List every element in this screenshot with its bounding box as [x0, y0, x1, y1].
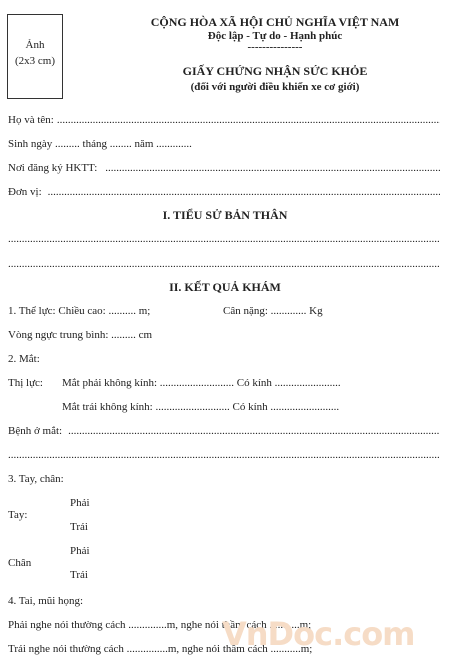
eye-disease-label: Bệnh ở mắt:	[8, 425, 63, 437]
name-leader	[57, 114, 440, 126]
leg-right-label: Phải	[70, 545, 90, 557]
unit-label: Đơn vị:	[8, 186, 42, 198]
unit-field[interactable]	[8, 186, 440, 198]
section-results-title: II. KẾT QUẢ KHÁM	[169, 280, 281, 294]
eyes-heading: 2. Mắt:	[8, 353, 40, 365]
motto: Độc lập - Tự do - Hạnh phúc	[207, 30, 343, 42]
ent-heading: 4. Tai, mũi họng:	[8, 595, 84, 607]
photo-label: Ảnh	[25, 39, 45, 51]
limbs-heading: 3. Tay, chân:	[8, 473, 64, 485]
vision-label: Thị lực:	[8, 377, 43, 389]
leg-label: Chân	[8, 557, 32, 569]
arm-label: Tay:	[8, 509, 28, 521]
arm-right-label: Phải	[70, 497, 90, 509]
history-leader-2	[8, 258, 440, 270]
leg-left-label: Trái	[70, 569, 88, 581]
document-subtitle: (đối với người điều khiển xe cơ giới)	[190, 81, 360, 93]
hktt-leader	[105, 162, 440, 174]
left-eye-field[interactable]: Mắt trái không kính: ........................... Có kính .........................	[62, 401, 340, 413]
history-line-1[interactable]	[8, 233, 440, 245]
name-field[interactable]	[8, 114, 440, 126]
header-rule: ---------------	[247, 41, 303, 53]
eye-disease-leader-2	[8, 449, 440, 461]
eye-disease-line-2[interactable]	[8, 449, 440, 461]
chest-field[interactable]: Vòng ngực trung bình: ......... cm	[8, 329, 153, 341]
history-leader-1	[8, 233, 440, 245]
document-title: GIẤY CHỨNG NHẬN SỨC KHỎE	[182, 64, 368, 78]
section-history-title: I. TIỂU SỬ BẢN THÂN	[162, 208, 288, 222]
eye-disease-field[interactable]	[8, 425, 440, 437]
history-line-2[interactable]	[8, 258, 440, 270]
photo-placeholder-box	[7, 14, 63, 99]
dob-field[interactable]: Sinh ngày ......... tháng ........ năm .............	[8, 138, 192, 150]
photo-size-label: (2x3 cm)	[14, 55, 55, 67]
watermark-logo: VnDoc.com	[222, 615, 415, 653]
name-label: Họ và tên:	[8, 114, 54, 126]
arm-left-label: Trái	[70, 521, 88, 533]
country-header: CỘNG HÒA XÃ HỘI CHỦ NGHĨA VIỆT NAM	[150, 15, 400, 29]
hktt-field[interactable]	[8, 162, 440, 174]
height-field[interactable]: 1. Thể lực: Chiều cao: .......... m;	[8, 305, 151, 317]
weight-field[interactable]: Cân nặng: ............. Kg	[223, 305, 323, 317]
right-ear-field[interactable]: Phải nghe nói thường cách ..............m, nghe nói thầm cách ...........m;	[8, 619, 312, 631]
eye-disease-leader	[68, 425, 440, 437]
right-eye-field[interactable]: Mắt phải không kính: ........................... Có kính ........................	[62, 377, 341, 389]
unit-leader	[48, 186, 440, 198]
hktt-label: Nơi đăng ký HKTT:	[8, 162, 98, 174]
left-ear-field[interactable]: Trái nghe nói thường cách ...............m, nghe nói thầm cách ...........m;	[8, 643, 313, 655]
